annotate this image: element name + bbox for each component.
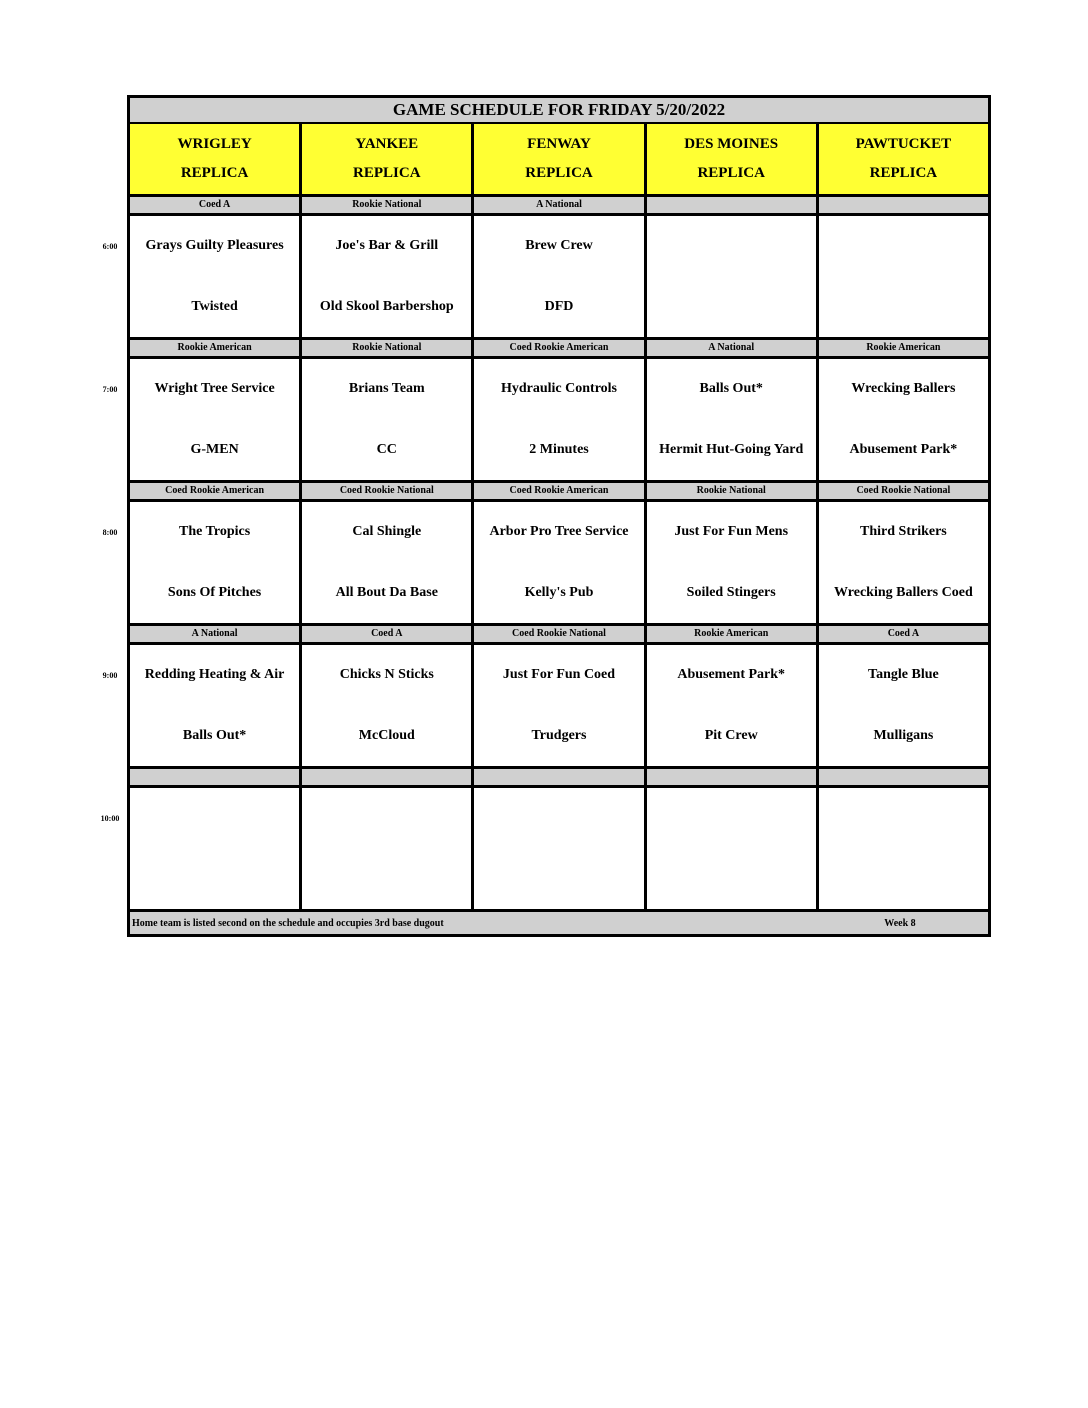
division-row <box>130 340 988 356</box>
division-label <box>302 769 471 785</box>
game-cell <box>130 359 299 480</box>
field-sub: REPLICA <box>525 165 593 181</box>
week-label: Week 8 <box>884 917 916 929</box>
field-sub: REPLICA <box>869 165 938 181</box>
game-row <box>130 502 988 623</box>
division-label <box>647 769 816 785</box>
division-label: Rookie American <box>647 626 816 642</box>
field-header <box>474 124 643 194</box>
home-team: Pit Crew <box>704 728 758 743</box>
division-label: Rookie National <box>302 340 471 356</box>
away-team: Brians Team <box>348 381 425 396</box>
away-team: Just For Fun Coed <box>502 667 616 682</box>
game-cell <box>302 788 471 909</box>
game-row <box>130 788 988 909</box>
game-row <box>130 645 988 766</box>
time-label: 6:00 <box>102 242 118 251</box>
away-team: Wrecking Ballers <box>851 381 956 396</box>
schedule-sheet <box>127 95 991 937</box>
schedule-footer <box>130 912 988 934</box>
game-cell <box>819 502 988 623</box>
home-team: Balls Out* <box>182 728 247 743</box>
division-label: Rookie National <box>647 483 816 499</box>
division-label <box>819 769 988 785</box>
away-team: Balls Out* <box>699 381 763 396</box>
division-label <box>647 197 816 213</box>
time-slots <box>130 194 988 909</box>
away-team: Abusement Park* <box>677 667 786 682</box>
time-label: 10:00 <box>100 814 120 823</box>
time-label: 9:00 <box>102 671 118 680</box>
game-cell <box>130 216 299 337</box>
away-team: Tangle Blue <box>868 667 939 682</box>
division-row <box>130 626 988 642</box>
home-team: Mulligans <box>873 728 934 743</box>
game-cell <box>130 645 299 766</box>
away-team: Just For Fun Mens <box>674 524 789 539</box>
away-team: Cal Shingle <box>352 524 422 539</box>
division-label: A National <box>130 626 299 642</box>
division-label: Coed A <box>130 197 299 213</box>
away-team: Hydraulic Controls <box>500 381 617 396</box>
home-team: All Bout Da Base <box>335 585 438 600</box>
field-name: DES MOINES <box>684 136 779 152</box>
footer-note: Home team is listed second on the schedule and occupies 3rd base dugout <box>132 917 444 929</box>
game-cell <box>647 359 816 480</box>
division-row <box>130 483 988 499</box>
division-label: Rookie National <box>302 197 471 213</box>
game-cell <box>819 216 988 337</box>
division-label: Coed A <box>302 626 471 642</box>
game-cell <box>647 216 816 337</box>
field-name: FENWAY <box>527 136 591 152</box>
division-label: Rookie American <box>819 340 988 356</box>
home-team: McCloud <box>358 728 415 743</box>
away-team: Arbor Pro Tree Service <box>489 524 629 539</box>
field-header <box>130 124 299 194</box>
game-cell <box>130 788 299 909</box>
home-team: Twisted <box>191 299 238 314</box>
game-cell <box>819 788 988 909</box>
away-team: Chicks N Sticks <box>339 667 434 682</box>
game-cell <box>130 502 299 623</box>
away-team: Wright Tree Service <box>154 381 275 396</box>
home-team: Old Skool Barbershop <box>319 299 454 314</box>
division-label <box>130 769 299 785</box>
division-label: Coed Rookie National <box>474 626 643 642</box>
game-cell <box>647 502 816 623</box>
away-team: Grays Guilty Pleasures <box>145 238 284 253</box>
game-cell <box>819 359 988 480</box>
schedule-title: GAME SCHEDULE FOR FRIDAY 5/20/2022 <box>130 98 988 124</box>
game-cell <box>474 645 643 766</box>
field-sub: REPLICA <box>180 165 249 181</box>
home-team: Soiled Stingers <box>686 585 776 600</box>
home-team: 2 Minutes <box>529 442 589 457</box>
home-team: Sons Of Pitches <box>167 585 262 600</box>
division-label: Coed Rookie National <box>302 483 471 499</box>
game-cell <box>474 502 643 623</box>
game-cell <box>474 359 643 480</box>
field-header-row <box>130 124 988 194</box>
game-cell <box>474 788 643 909</box>
away-team: Third Strikers <box>860 524 947 539</box>
field-sub: REPLICA <box>697 165 765 181</box>
field-header <box>302 124 471 194</box>
home-team: Kelly's Pub <box>524 585 594 600</box>
field-sub: REPLICA <box>353 165 421 181</box>
game-cell <box>302 645 471 766</box>
division-label: A National <box>647 340 816 356</box>
division-row <box>130 769 988 785</box>
division-label: Coed Rookie American <box>130 483 299 499</box>
division-label: Coed Rookie American <box>474 340 643 356</box>
division-label: A National <box>474 197 643 213</box>
field-header <box>819 124 988 194</box>
away-team: Joe's Bar & Grill <box>335 238 439 253</box>
game-cell <box>647 645 816 766</box>
away-team: Brew Crew <box>525 238 593 253</box>
game-cell <box>302 502 471 623</box>
game-cell <box>819 645 988 766</box>
home-team: G-MEN <box>190 442 239 457</box>
field-name: YANKEE <box>355 136 419 152</box>
away-team: The Tropics <box>179 524 251 539</box>
field-name: PAWTUCKET <box>855 136 952 152</box>
game-cell <box>302 216 471 337</box>
home-team: Abusement Park* <box>849 442 958 457</box>
division-label: Rookie American <box>130 340 299 356</box>
division-label <box>819 197 988 213</box>
time-label: 7:00 <box>102 385 118 394</box>
field-header <box>647 124 816 194</box>
away-team: Redding Heating & Air <box>144 667 285 682</box>
game-cell <box>302 359 471 480</box>
home-team: DFD <box>544 299 574 314</box>
home-team: Trudgers <box>531 728 587 743</box>
time-label: 8:00 <box>102 528 118 537</box>
game-cell <box>474 216 643 337</box>
game-cell <box>647 788 816 909</box>
division-label: Coed Rookie American <box>474 483 643 499</box>
division-label: Coed A <box>819 626 988 642</box>
home-team: Wrecking Ballers Coed <box>834 585 973 600</box>
game-row <box>130 216 988 337</box>
field-name: WRIGLEY <box>177 136 252 152</box>
home-team: Hermit Hut-Going Yard <box>659 442 804 457</box>
division-label <box>474 769 643 785</box>
game-row <box>130 359 988 480</box>
division-label: Coed Rookie National <box>819 483 988 499</box>
home-team: CC <box>376 442 397 457</box>
division-row <box>130 197 988 213</box>
